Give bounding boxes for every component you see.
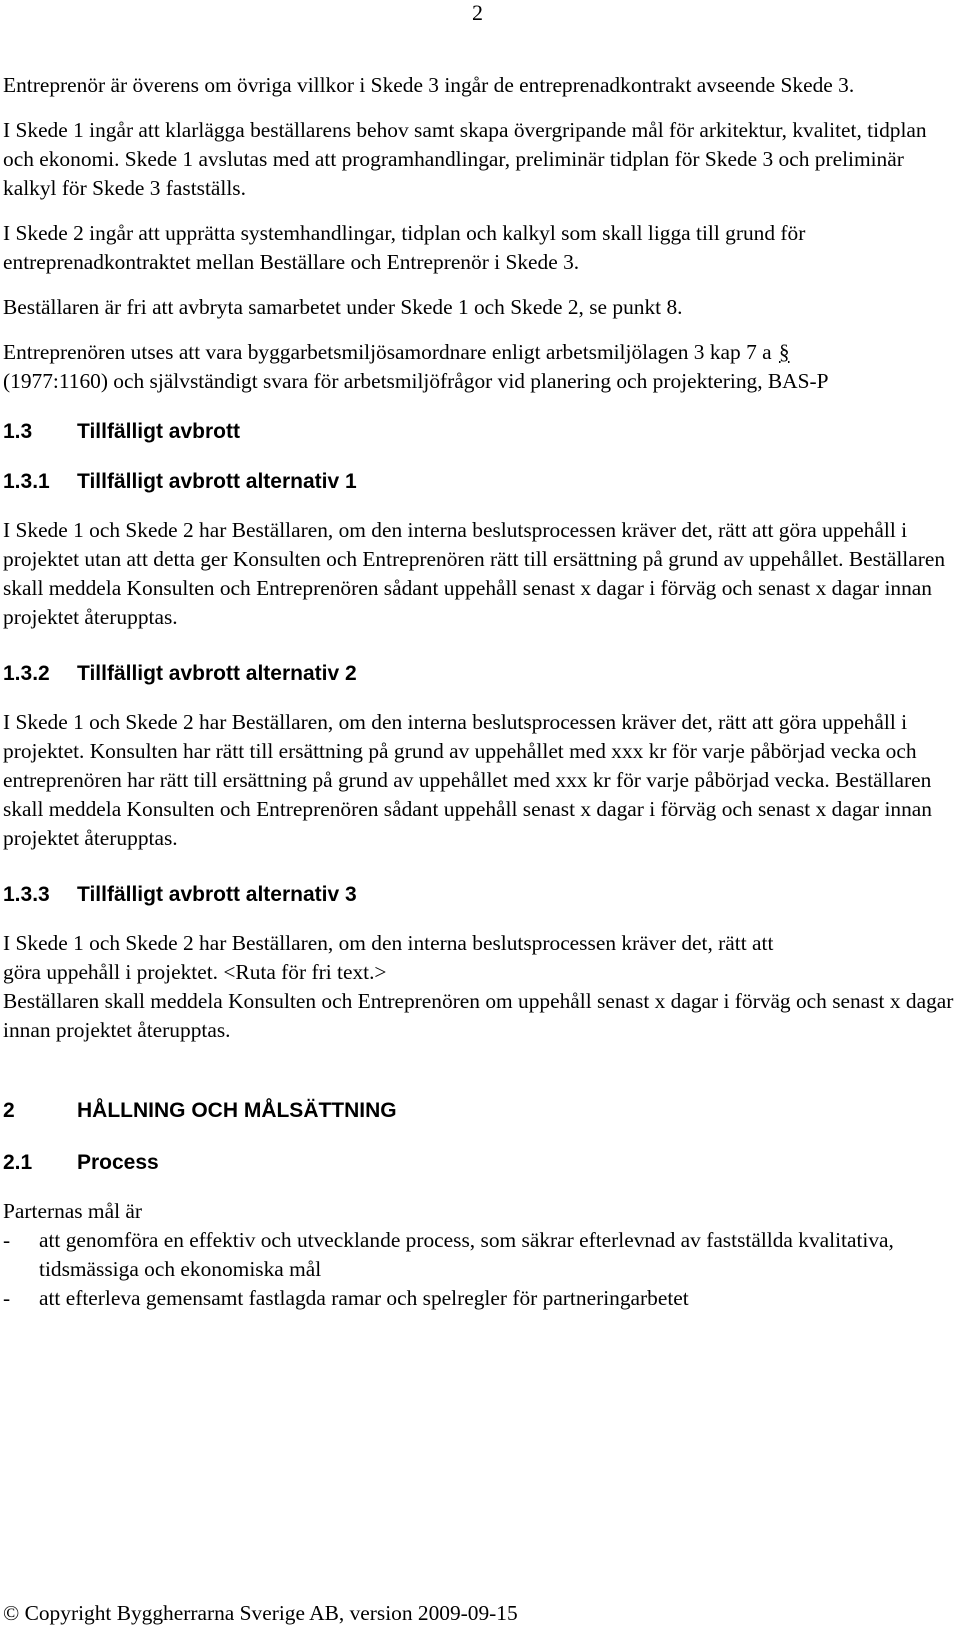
heading-title: Tillfälligt avbrott alternativ 2 <box>77 662 357 685</box>
alt3-line1: I Skede 1 och Skede 2 har Beställaren, om den interna beslutsprocessen kräver det, rätt att <box>3 931 774 955</box>
paragraph-cancel-right: Beställaren är fri att avbryta samarbetet under Skede 1 och Skede 2, se punkt 8. <box>3 295 683 319</box>
bas-p-line1: Entreprenören utses att vara byggarbetsmiljösamordnare enligt arbetsmiljölagen 3 kap 7 a <box>3 340 772 364</box>
heading-number: 2.1 <box>3 1151 33 1174</box>
heading-title: Process <box>77 1151 159 1174</box>
alt3-line2: göra uppehåll i projektet. <Ruta för fri text.> <box>3 960 387 984</box>
paragraph-alt3 <box>3 929 955 1045</box>
document-body <box>3 71 955 1313</box>
heading-1-3-3 <box>3 881 955 909</box>
heading-1-3-2 <box>3 660 955 688</box>
paragraph-skede3-agreement: Entreprenör är överens om övriga villkor i Skede 3 ingår de entreprenadkontrakt avseende Skede 3. <box>3 73 855 97</box>
paragraph-skede1: I Skede 1 ingår att klarlägga beställarens behov samt skapa övergripande mål för arkitektur, kvalitet, tidplan och ekonomi. Skede 1 avslutas med att programhandlingar, preliminär tidplan för Skede 3 och preliminär kalkyl för Skede 3 fastställs. <box>3 118 927 200</box>
paragraph-bas-p <box>3 338 955 396</box>
paragraph-skede2: I Skede 2 ingår att upprätta systemhandlingar, tidplan och kalkyl som skall ligga till grund för entreprenadkontraktet mellan Beställare och Entreprenör i Skede 3. <box>3 221 806 274</box>
heading-title: Tillfälligt avbrott <box>77 420 240 443</box>
heading-title: Tillfälligt avbrott alternativ 1 <box>77 470 357 493</box>
section-mark-link[interactable]: § <box>778 340 790 364</box>
list-dash: - <box>3 1286 11 1310</box>
heading-2-1 <box>3 1149 955 1177</box>
heading-number: 1.3.3 <box>3 883 50 906</box>
heading-number: 1.3 <box>3 420 33 443</box>
list-item <box>3 1226 955 1284</box>
goals-list <box>3 1226 955 1313</box>
page-number: 2 <box>472 0 483 25</box>
list-item-text: att efterleva gemensamt fastlagda ramar och spelregler för partneringarbetet <box>39 1286 689 1310</box>
list-item-text: att genomföra en effektiv och utvecklande process, som säkrar efterlevnad av fastställda kvalitativa, tidsmässiga och ekonomiska mål <box>39 1228 894 1281</box>
heading-title: HÅLLNING OCH MÅLSÄTTNING <box>77 1099 397 1122</box>
alt3-line3: Beställaren skall meddela Konsulten och Entreprenören om uppehåll senast x dagar i förväg och senast x dagar innan projektet återupptas. <box>3 989 954 1042</box>
heading-1-3-1 <box>3 468 955 496</box>
heading-2 <box>3 1097 955 1125</box>
heading-number: 2 <box>3 1099 15 1122</box>
paragraph-alt2: I Skede 1 och Skede 2 har Beställaren, om den interna beslutsprocessen kräver det, rätt att göra uppehåll i projektet. Konsulten har rätt till ersättning på grund av uppehållet med xxx kr för varje påbörjad vecka och entreprenören har rätt till ersättning på grund av uppehållet med xxx kr för varje påbörjad vecka. Beställaren skall meddela Konsulten och Entreprenören sådant uppehåll senast x dagar i förväg och senast x dagar innan projektet återupptas. <box>3 710 932 850</box>
heading-title: Tillfälligt avbrott alternativ 3 <box>77 883 357 906</box>
heading-1-3 <box>3 418 955 446</box>
paragraph-goals-intro: Parternas mål är <box>3 1199 142 1223</box>
heading-number: 1.3.2 <box>3 662 50 685</box>
bas-p-rest: (1977:1160) och självständigt svara för arbetsmiljöfrågor vid planering och projektering, BAS-P <box>3 369 829 393</box>
list-item <box>3 1284 955 1313</box>
copyright-footer: © Copyright Byggherrarna Sverige AB, version 2009-09-15 <box>3 1601 518 1625</box>
paragraph-alt1: I Skede 1 och Skede 2 har Beställaren, om den interna beslutsprocessen kräver det, rätt att göra uppehåll i projektet utan att detta ger Konsulten och Entreprenören rätt till ersättning på grund av uppehållet. Beställaren skall meddela Konsulten och Entreprenören sådant uppehåll senast x dagar i förväg och senast x dagar innan projektet återupptas. <box>3 518 946 629</box>
list-dash: - <box>3 1228 11 1252</box>
heading-number: 1.3.1 <box>3 470 50 493</box>
